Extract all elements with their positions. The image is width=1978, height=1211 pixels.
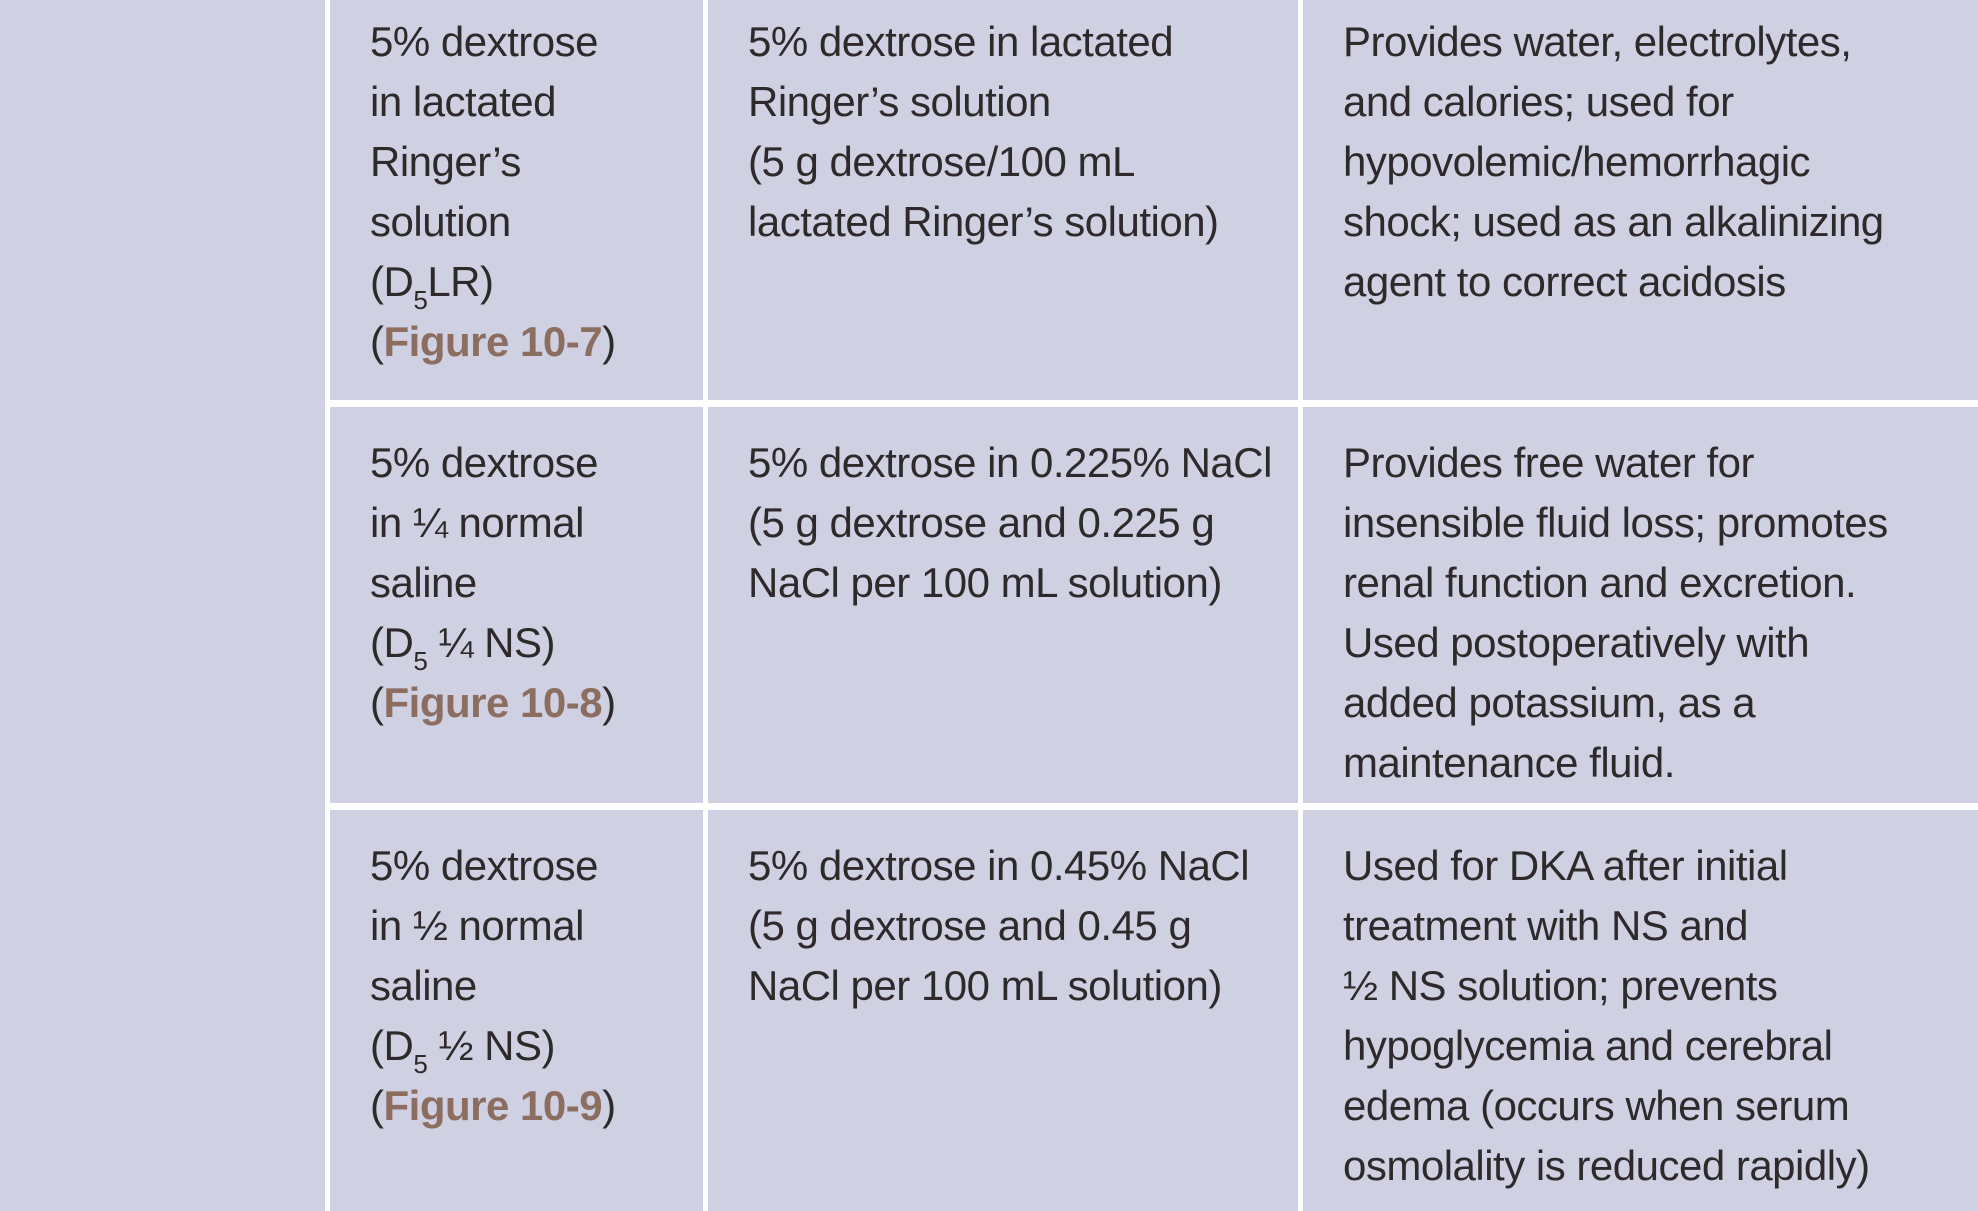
text-segment: hypovolemic/hemorrhagic xyxy=(1343,138,1811,185)
text-segment: ( xyxy=(370,679,384,726)
figure-reference: Figure 10-9 xyxy=(383,1082,603,1129)
text-segment: ) xyxy=(602,318,616,365)
text-line xyxy=(1343,613,1970,673)
composition-cell xyxy=(708,407,1298,803)
text-line xyxy=(370,673,695,733)
text-segment: ( xyxy=(370,1082,384,1129)
text-segment: (D xyxy=(370,258,414,305)
text-line xyxy=(370,493,695,553)
solution-name-cell xyxy=(330,0,703,400)
text-segment: 5% dextrose xyxy=(370,842,598,889)
text-segment: hypoglycemia and cerebral xyxy=(1343,1022,1833,1069)
text-segment: (D xyxy=(370,619,414,666)
text-line xyxy=(1343,673,1970,733)
text-segment: ½ NS) xyxy=(427,1022,556,1069)
text-line xyxy=(748,553,1290,613)
text-line xyxy=(748,896,1290,956)
text-segment: renal function and excretion. xyxy=(1343,559,1857,606)
text-segment: ) xyxy=(602,679,616,726)
text-segment: NaCl per 100 mL solution) xyxy=(748,559,1222,606)
text-segment: ( xyxy=(370,318,384,365)
text-line xyxy=(1343,1016,1970,1076)
text-line xyxy=(370,956,695,1016)
text-segment: 5% dextrose in 0.45% NaCl xyxy=(748,842,1250,889)
text-segment: LR) xyxy=(427,258,494,305)
text-segment: in ¼ normal xyxy=(370,499,584,546)
text-line xyxy=(370,132,695,192)
text-line xyxy=(1343,553,1970,613)
text-line xyxy=(370,553,695,613)
text-line xyxy=(1343,72,1970,132)
text-segment: saline xyxy=(370,559,477,606)
text-line xyxy=(370,312,695,372)
text-segment: Ringer’s xyxy=(370,138,521,185)
figure-reference: Figure 10-7 xyxy=(383,318,603,365)
text-segment: ½ NS solution; prevents xyxy=(1343,962,1778,1009)
text-line xyxy=(1343,1136,1970,1196)
text-segment: in lactated xyxy=(370,78,556,125)
text-segment: shock; used as an alkalinizing xyxy=(1343,198,1884,245)
text-line xyxy=(1343,956,1970,1016)
text-segment: in ½ normal xyxy=(370,902,584,949)
text-segment: added potassium, as a xyxy=(1343,679,1756,726)
text-segment: Used for DKA after initial xyxy=(1343,842,1788,889)
text-segment: osmolality is reduced rapidly) xyxy=(1343,1142,1870,1189)
figure-reference: Figure 10-8 xyxy=(383,679,603,726)
text-segment: treatment with NS and xyxy=(1343,902,1749,949)
text-segment: solution xyxy=(370,198,511,245)
text-segment: edema (occurs when serum xyxy=(1343,1082,1850,1129)
text-line xyxy=(370,72,695,132)
text-line xyxy=(370,613,695,676)
subscript-text: 5 xyxy=(413,284,428,315)
text-segment: Provides free water for xyxy=(1343,439,1755,486)
composition-cell xyxy=(708,810,1298,1211)
text-segment: ¼ NS) xyxy=(427,619,556,666)
composition-cell xyxy=(708,0,1298,400)
text-segment: Used postoperatively with xyxy=(1343,619,1810,666)
text-segment: 5% dextrose in 0.225% NaCl xyxy=(748,439,1272,486)
fluids-table xyxy=(325,0,1978,1211)
text-line xyxy=(370,433,695,493)
text-segment: (5 g dextrose and 0.225 g xyxy=(748,499,1215,546)
text-line xyxy=(1343,836,1970,896)
text-line xyxy=(370,252,695,315)
text-segment: ) xyxy=(602,1082,616,1129)
text-segment: and calories; used for xyxy=(1343,78,1734,125)
text-segment: insensible fluid loss; promotes xyxy=(1343,499,1888,546)
text-line xyxy=(748,72,1290,132)
use-cell xyxy=(1303,810,1978,1211)
text-line xyxy=(1343,896,1970,956)
text-line xyxy=(748,493,1290,553)
text-segment: saline xyxy=(370,962,477,1009)
text-line xyxy=(1343,192,1970,252)
text-line xyxy=(370,192,695,252)
text-line xyxy=(748,12,1290,72)
text-line xyxy=(370,12,695,72)
solution-name-cell xyxy=(330,810,703,1211)
text-line xyxy=(748,433,1290,493)
text-segment: agent to correct acidosis xyxy=(1343,258,1786,305)
text-line xyxy=(748,132,1290,192)
left-margin-column xyxy=(0,0,325,1211)
text-line xyxy=(748,836,1290,896)
text-line xyxy=(1343,132,1970,192)
solution-name-cell xyxy=(330,407,703,803)
text-segment: lactated Ringer’s solution) xyxy=(748,198,1219,245)
text-line xyxy=(1343,433,1970,493)
text-segment: (5 g dextrose and 0.45 g xyxy=(748,902,1192,949)
text-line xyxy=(370,1016,695,1079)
text-line xyxy=(370,1076,695,1136)
text-segment: 5% dextrose in lactated xyxy=(748,18,1174,65)
subscript-text: 5 xyxy=(413,1048,428,1079)
text-segment: (D xyxy=(370,1022,414,1069)
text-line xyxy=(1343,252,1970,312)
text-segment: NaCl per 100 mL solution) xyxy=(748,962,1222,1009)
text-line xyxy=(748,956,1290,1016)
use-cell xyxy=(1303,407,1978,803)
text-line xyxy=(370,836,695,896)
text-line xyxy=(748,192,1290,252)
subscript-text: 5 xyxy=(413,645,428,676)
text-segment: 5% dextrose xyxy=(370,18,598,65)
text-segment: Ringer’s solution xyxy=(748,78,1051,125)
text-line xyxy=(370,896,695,956)
text-line xyxy=(1343,493,1970,553)
text-segment: (5 g dextrose/100 mL xyxy=(748,138,1135,185)
text-line xyxy=(1343,733,1970,793)
text-segment: Provides water, electrolytes, xyxy=(1343,18,1852,65)
text-line xyxy=(1343,1076,1970,1136)
text-segment: maintenance fluid. xyxy=(1343,739,1675,786)
text-line xyxy=(1343,12,1970,72)
use-cell xyxy=(1303,0,1978,400)
text-segment: 5% dextrose xyxy=(370,439,598,486)
